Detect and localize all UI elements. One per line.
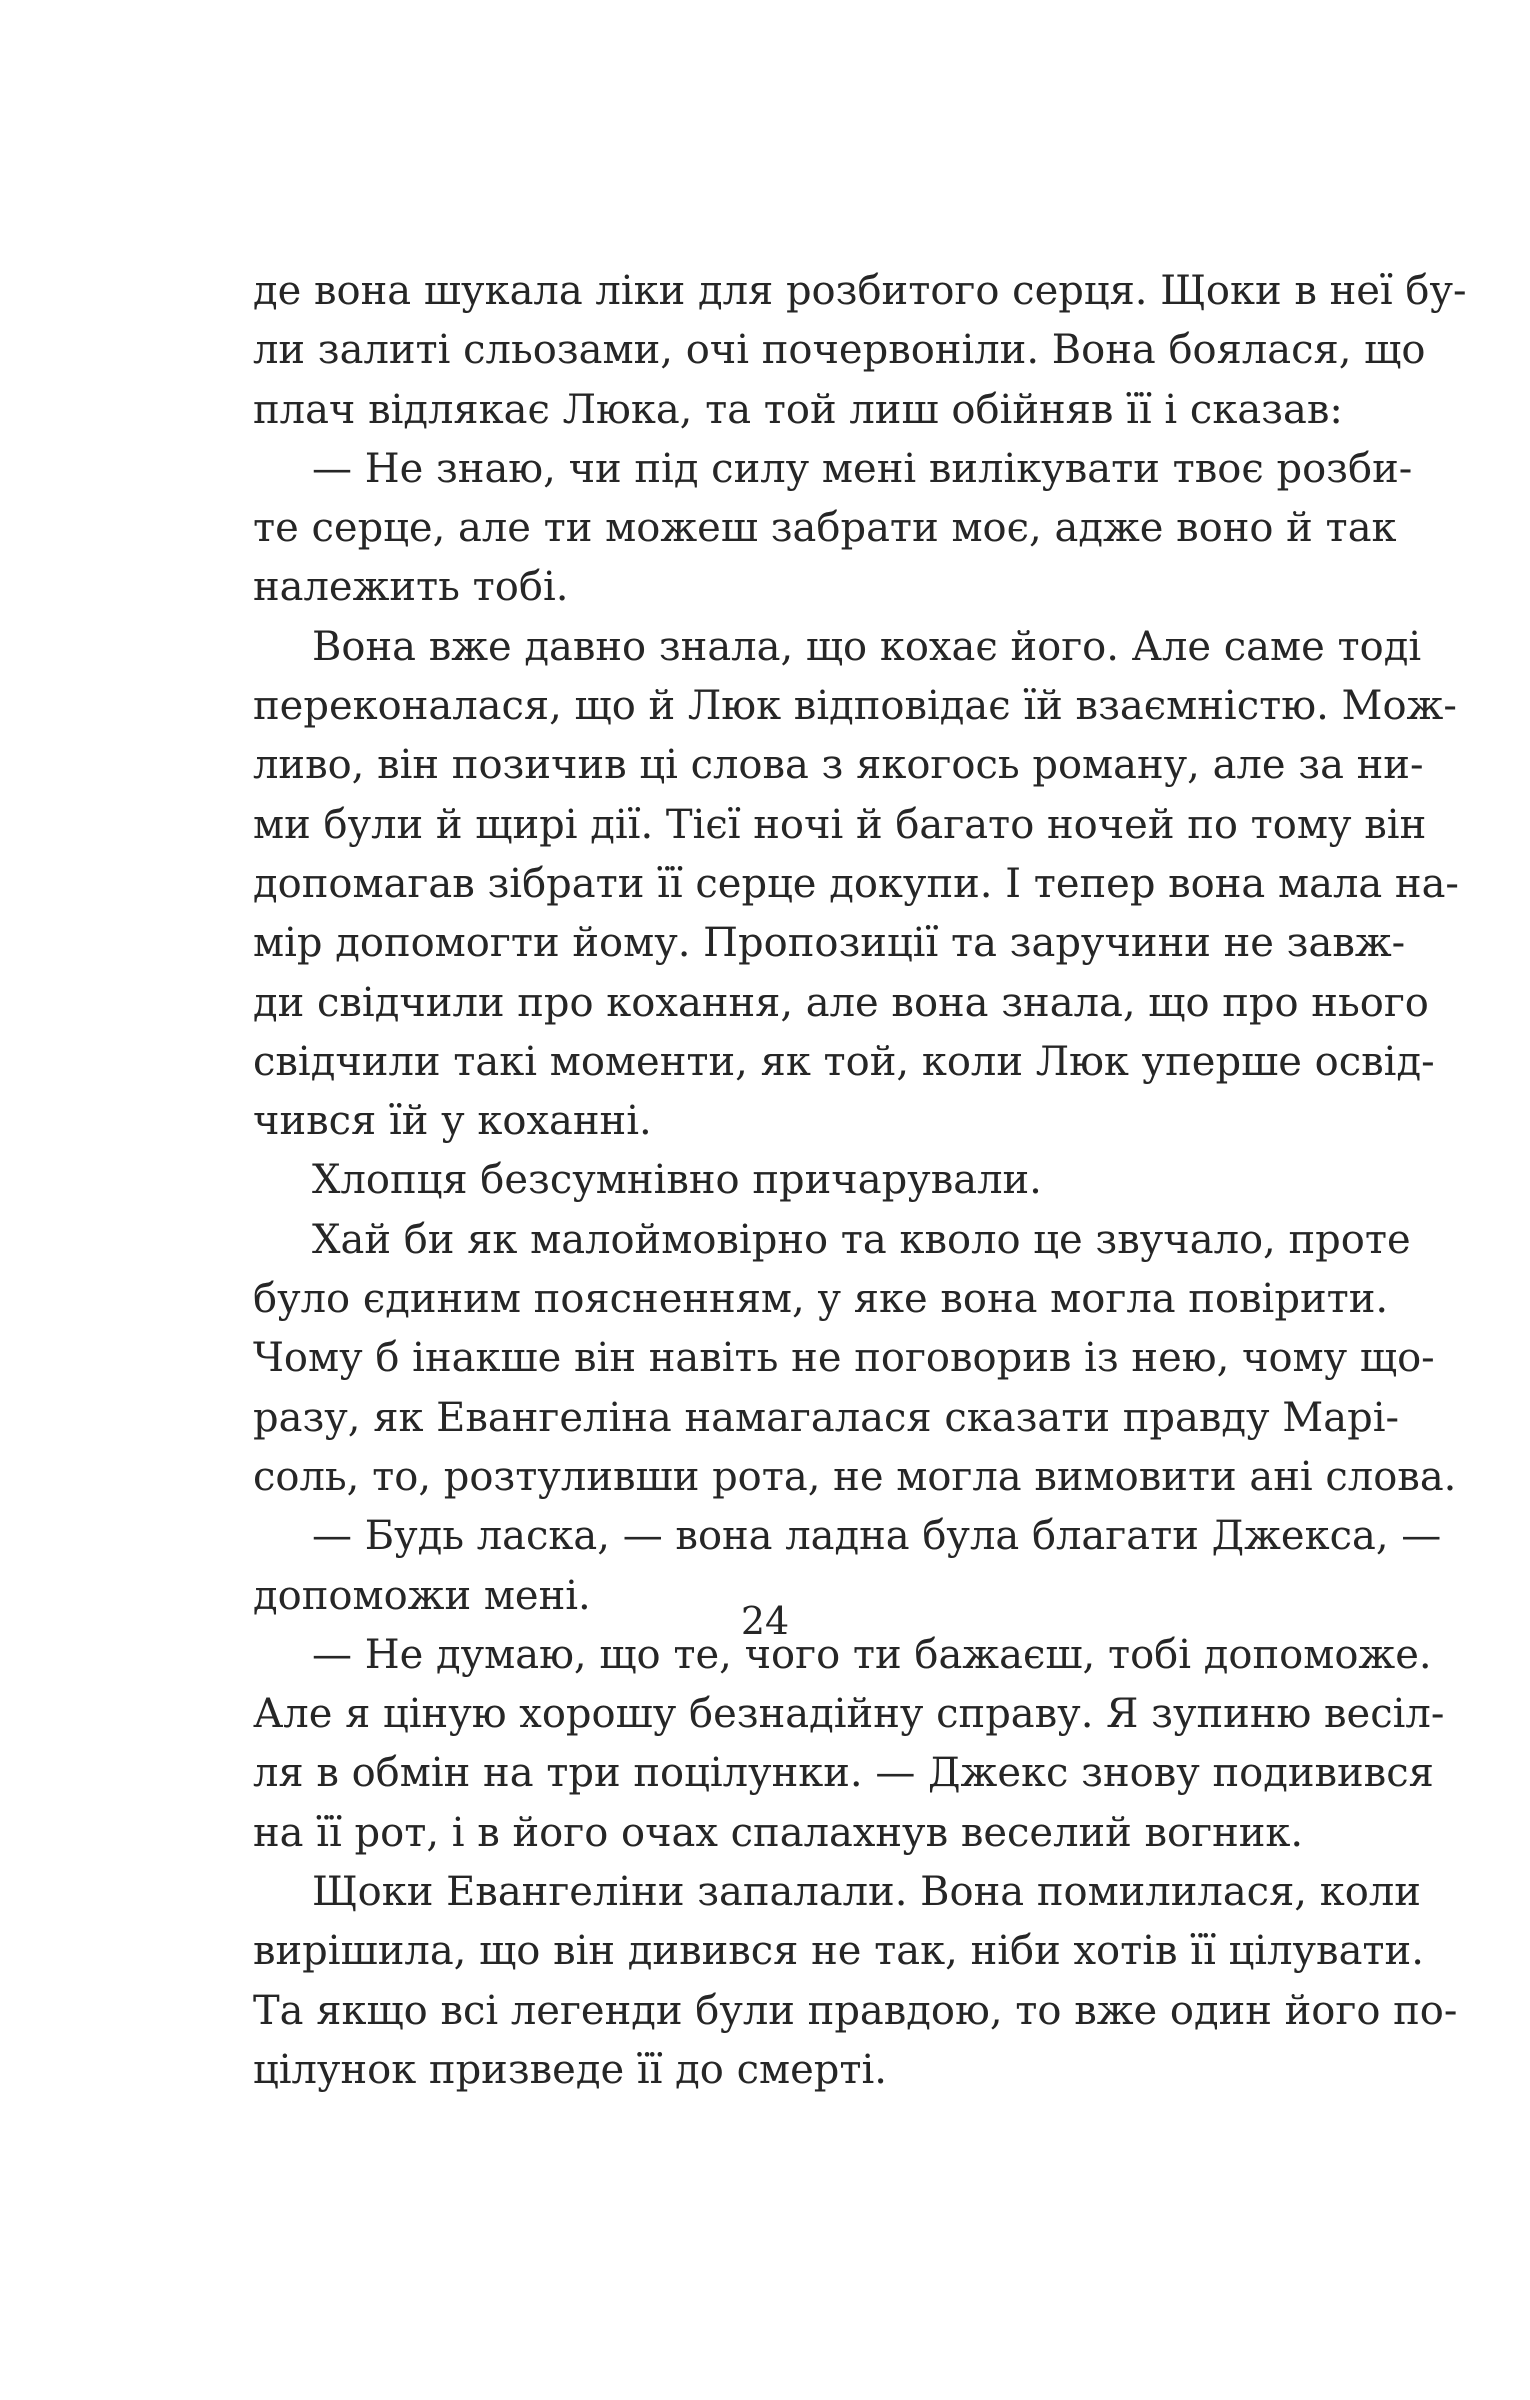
text-line: разу, як Евангеліна намагалася сказати правду Марі- — [253, 1394, 1399, 1441]
text-line: Вона вже давно знала, що кохає його. Але саме тоді — [312, 623, 1422, 670]
text-line: те серце, але ти можеш забрати моє, адже воно й так — [253, 505, 1397, 552]
text-line: допомагав зібрати її серце докупи. І тепер вона мала на- — [253, 860, 1459, 907]
text-line: Щоки Евангеліни запалали. Вона помилилася, коли — [312, 1869, 1421, 1916]
text-line: Чому б інакше він навіть не поговорив із нею, чому що- — [253, 1335, 1435, 1382]
text-line: Хай би як малоймовірно та кволо це звучало, проте — [312, 1216, 1411, 1263]
text-line: мір допомогти йому. Пропозиції та заручини не завж- — [253, 920, 1406, 967]
text-line: цілунок призведе її до смерті. — [253, 2046, 888, 2093]
text-line: вирішила, що він дивився не так, ніби хотів її цілувати. — [253, 1928, 1424, 1975]
text-line: Та якщо всі легенди були правдою, то вже один його по- — [253, 1987, 1458, 2034]
text-line: — Не знаю, чи під силу мені вилікувати твоє розби- — [312, 445, 1413, 492]
text-line: ди свідчили про кохання, але вона знала, що про нього — [253, 979, 1429, 1026]
body-text — [253, 262, 1467, 2100]
text-line: соль, то, розтуливши рота, не могла вимовити ані слова. — [253, 1453, 1457, 1500]
text-line: Хлопця безсумнівно причарували. — [312, 1157, 1042, 1204]
text-line: ли залиті сльозами, очі почервоніли. Вона боялася, що — [253, 327, 1426, 374]
text-line: чився їй у коханні. — [253, 1098, 652, 1145]
text-line: переконалася, що й Люк відповідає їй взаємністю. Мож- — [253, 683, 1457, 730]
text-line: — Не думаю, що те, чого ти бажаєш, тобі допоможе. — [312, 1631, 1432, 1678]
text-line: ливо, він позичив ці слова з якогось роману, але за ни- — [253, 742, 1424, 789]
text-line: належить тобі. — [253, 564, 569, 611]
text-line: — Будь ласка, — вона ладна була благати Джекса, — — [312, 1513, 1442, 1560]
text-line: на її рот, і в його очах спалахнув веселий вогник. — [253, 1809, 1304, 1856]
text-line: плач відлякає Люка, та той лиш обійняв її і сказав: — [253, 386, 1343, 433]
text-line: допоможи мені. — [253, 1572, 591, 1619]
text-line: Але я ціную хорошу безнадійну справу. Я зупиню весіл- — [253, 1691, 1445, 1738]
text-line: свідчили такі моменти, як той, коли Люк уперше освід- — [253, 1038, 1435, 1085]
text-line: було єдиним поясненням, у яке вона могла повірити. — [253, 1276, 1389, 1323]
text-line: ля в обмін на три поцілунки. — Джекс знову подивився — [253, 1750, 1434, 1797]
page-number: 24 — [740, 1599, 790, 1643]
text-line: ми були й щирі дії. Тієї ночі й багато ночей по тому він — [253, 801, 1427, 848]
text-line: де вона шукала ліки для розбитого серця. Щоки в неї бу- — [253, 268, 1467, 314]
